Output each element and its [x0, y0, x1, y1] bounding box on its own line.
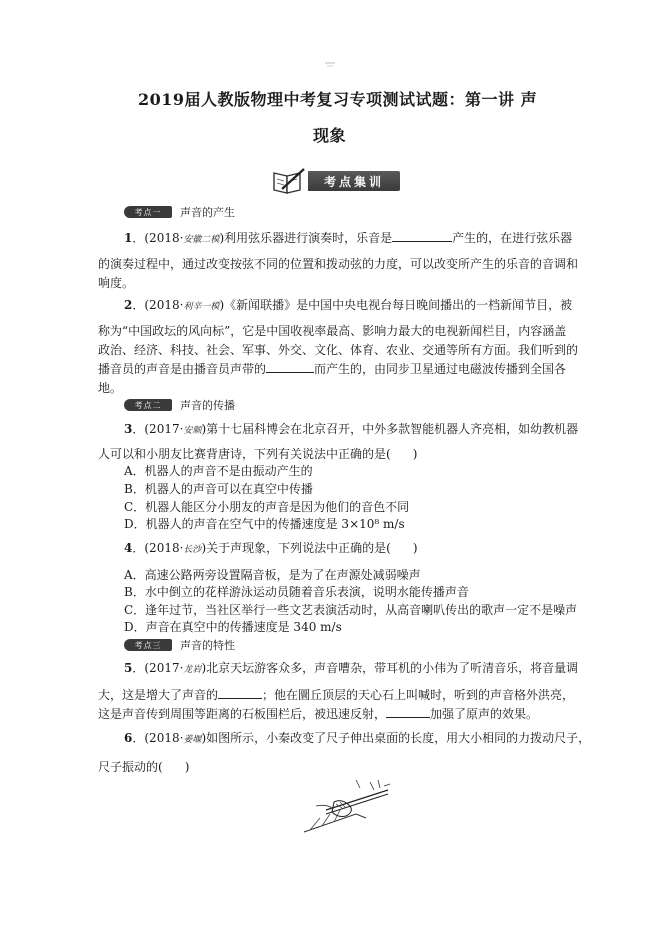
- answer-blank[interactable]: [386, 705, 430, 718]
- document-title-line2: 现象: [313, 126, 347, 145]
- answer-blank[interactable]: [266, 360, 314, 373]
- question-3-option-a: A．机器人的声音不是由振动产生的: [124, 464, 313, 478]
- section-tag-3: [124, 637, 235, 653]
- section-tag-2: [124, 397, 235, 413]
- question-2-line3: 政治、经济、科技、社会、军事、外交、文化、体育、农业、交通等所有方面。我们听到的: [98, 343, 579, 357]
- question-2-line2: 称为“中国政坛的风向标”，它是中国收视率最高、影响力最大的电视新闻栏目，内容涵盖: [98, 324, 567, 338]
- question-4-option-c: C．逢年过节，当社区举行一些文艺表演活动时，从高音喇叭传出的歌声一定不是噪声: [124, 603, 578, 617]
- question-6-line1: 6．(2018·姜堰)如图所示，小秦改变了尺子伸出桌面的长度，用大小相同的力拨动尺子，: [124, 731, 591, 745]
- section-title: 声音的传播: [180, 399, 235, 412]
- ruler-vibration-figure: [296, 780, 396, 836]
- question-3-line1: 3．(2017·安顺)第十七届科博会在北京召开，中外多款智能机器人齐亮相，如幼教机器: [124, 422, 579, 436]
- book-pen-icon: [272, 167, 306, 195]
- question-4-option-b: B．水中倒立的花样游泳运动员随着音乐表演，说明水能传播声音: [124, 585, 469, 599]
- question-1-line3: 响度。: [98, 276, 135, 290]
- answer-blank[interactable]: [392, 229, 452, 242]
- question-4-line1: 4．(2018·长沙)关于声现象，下列说法中正确的是( ): [124, 541, 418, 555]
- question-5-line2: 大，这是增大了声音的 ；他在圜丘顶层的天心石上叫喊时，听到的声音格外洪亮，: [98, 688, 575, 702]
- question-2-line4: 播音员的声音是由播音员声带的 而产生的，由同步卫星通过电磁波传播到全国各: [98, 362, 567, 376]
- question-3-option-c: C．机器人能区分小朋友的声音是因为他们的音色不同: [124, 500, 410, 514]
- question-3-line2: 人可以和小朋友比赛背唐诗，下列有关说法中正确的是( ): [98, 447, 418, 461]
- question-5-line3: 这是声音传到周围等距离的石板围栏后，被迅速反射， 加强了原声的效果。: [98, 707, 539, 721]
- banner-label: 考点集训: [308, 171, 400, 191]
- section-tag-badge: 考点二: [124, 399, 172, 411]
- question-1-line1: 1．(2018·安徽二模)利用弦乐器进行演奏时，乐音是 产生的，在进行弦乐器: [124, 231, 573, 245]
- answer-blank[interactable]: [218, 686, 262, 699]
- page-top-mark: [325, 52, 335, 58]
- question-3-option-d: D．机器人的声音在空气中的传播速度是 3×10⁸ m/s: [124, 517, 405, 531]
- question-4-option-d: D．声音在真空中的传播速度是 340 m/s: [124, 620, 342, 634]
- section-tag-1: [124, 204, 235, 220]
- question-3-option-b: B．机器人的声音可以在真空中传播: [124, 482, 313, 496]
- question-4-option-a: A．高速公路两旁设置隔音板，是为了在声源处减弱噪声: [124, 568, 421, 582]
- question-2-line1: 2．(2018·利辛一模)《新闻联播》是中国中央电视台每日晚间播出的一档新闻节目，被: [124, 298, 573, 312]
- kaodian-banner: [272, 167, 400, 195]
- section-title: 声音的产生: [180, 206, 235, 219]
- question-2-line5: 地。: [98, 381, 123, 395]
- question-5-line1: 5．(2017·龙岩)北京天坛游客众多，声音嘈杂，带耳机的小伟为了听清音乐，将音量调: [124, 661, 579, 675]
- section-tag-badge: 考点三: [124, 639, 172, 651]
- question-1-line2: 的演奏过程中，通过改变按弦不同的位置和拨动弦的力度，可以改变所产生的乐音的音调和: [98, 257, 579, 271]
- section-title: 声音的特性: [180, 639, 235, 652]
- document-title-line1: 2019届人教版物理中考复习专项测试试题：第一讲 声: [138, 90, 538, 109]
- question-6-line2: 尺子振动的( ): [98, 760, 190, 774]
- section-tag-badge: 考点一: [124, 206, 172, 218]
